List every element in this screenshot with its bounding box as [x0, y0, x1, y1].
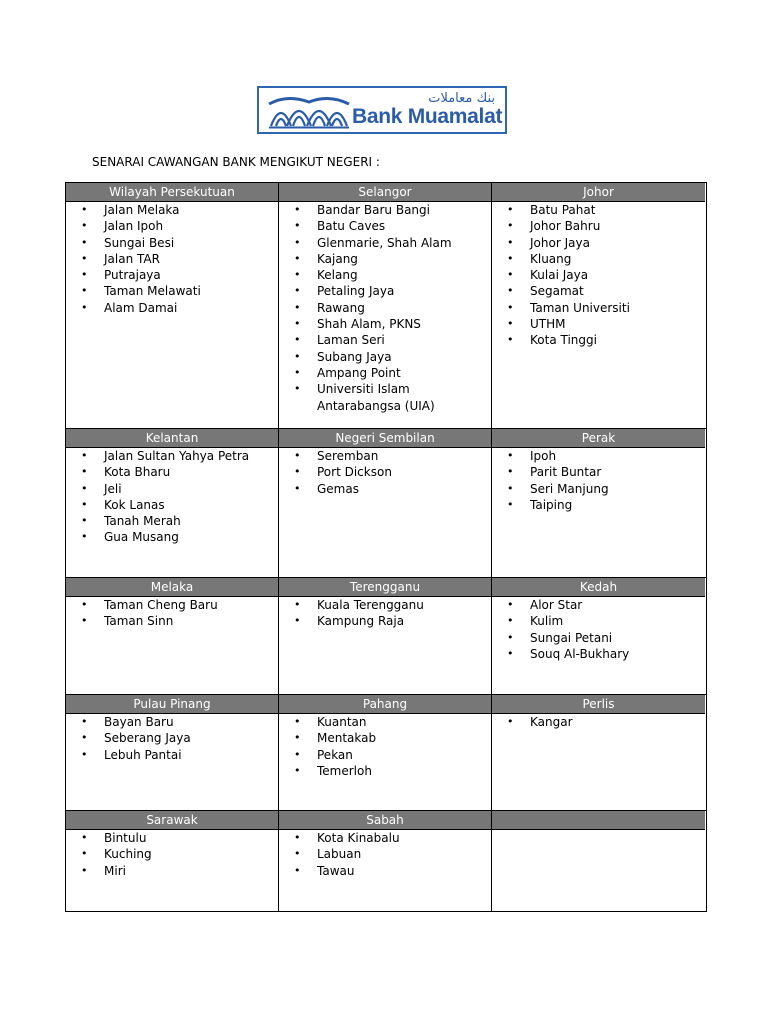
state-cell [66, 183, 278, 429]
logo-brand-word1: Bank [352, 105, 403, 128]
state-header: Johor [492, 183, 705, 202]
branch-item: • Kuantan [291, 714, 491, 730]
branch-item: • Alam Damai [78, 300, 278, 316]
state-header: Melaka [66, 578, 278, 597]
branch-item: • Alor Star [504, 597, 705, 613]
state-cell [66, 578, 278, 695]
logo-brand-word2: Muamalat [407, 105, 503, 128]
branch-item: • Bintulu [78, 830, 278, 846]
branch-item: • Tawau [291, 863, 491, 879]
branch-list [66, 448, 278, 546]
state-header: Selangor [279, 183, 491, 202]
branch-list [492, 597, 705, 662]
state-header: Kelantan [66, 429, 278, 448]
branch-item: • Universiti Islam Antarabangsa (UIA) [291, 381, 467, 414]
branch-item: • Laman Seri [291, 332, 491, 348]
branch-item: • Labuan [291, 846, 491, 862]
branch-list [66, 597, 278, 630]
branch-item: • UTHM [504, 316, 705, 332]
branch-item: • Batu Pahat [504, 202, 705, 218]
branch-list [279, 830, 491, 879]
state-header: Sabah [279, 811, 491, 830]
branch-list [66, 830, 278, 879]
branch-item: • Kota Tinggi [504, 332, 705, 348]
branch-item: • Glenmarie, Shah Alam [291, 235, 491, 251]
state-cell [492, 695, 705, 811]
branch-item: • Ampang Point [291, 365, 491, 381]
branch-item: • Subang Jaya [291, 349, 491, 365]
branch-item: • Taman Melawati [78, 283, 278, 299]
branch-list [279, 714, 491, 779]
branch-item: • Segamat [504, 283, 705, 299]
branch-item: • Souq Al-Bukhary [504, 646, 705, 662]
state-header: Terengganu [279, 578, 491, 597]
branch-item: • Mentakab [291, 730, 491, 746]
branch-item: • Rawang [291, 300, 491, 316]
state-cell [279, 183, 491, 429]
state-header: Pahang [279, 695, 491, 714]
mosque-arches-icon [267, 92, 351, 130]
branch-item: • Bayan Baru [78, 714, 278, 730]
branch-item: • Kelang [291, 267, 491, 283]
branch-item: • Temerloh [291, 763, 491, 779]
branch-list [66, 714, 278, 763]
branch-item: • Port Dickson [291, 464, 491, 480]
branch-item: • Kajang [291, 251, 491, 267]
branch-list [279, 202, 491, 414]
branch-item: • Miri [78, 863, 278, 879]
logo-brand-text [352, 105, 502, 129]
branch-item: • Jeli [78, 481, 278, 497]
branch-item: • Kuala Terengganu [291, 597, 491, 613]
state-cell [279, 811, 491, 911]
branch-item: • Jalan Ipoh [78, 218, 278, 234]
state-cell [66, 429, 278, 578]
state-cell [66, 811, 278, 911]
state-cell [492, 183, 705, 429]
branch-list [492, 448, 705, 513]
branch-table [65, 182, 707, 912]
branch-item: • Kulai Jaya [504, 267, 705, 283]
branch-item: • Parit Buntar [504, 464, 705, 480]
branch-item: • Taman Sinn [78, 613, 278, 629]
branch-item: • Kuching [78, 846, 278, 862]
state-header: Sarawak [66, 811, 278, 830]
branch-item: • Bandar Baru Bangi [291, 202, 491, 218]
branch-item: • Putrajaya [78, 267, 278, 283]
state-cell [279, 578, 491, 695]
bank-muamalat-logo [257, 86, 507, 134]
branch-item: • Lebuh Pantai [78, 747, 278, 763]
state-cell [492, 811, 705, 911]
branch-list [492, 202, 705, 349]
state-header: Wilayah Persekutuan [66, 183, 278, 202]
branch-list [66, 202, 278, 316]
state-cell [279, 429, 491, 578]
branch-item: • Tanah Merah [78, 513, 278, 529]
branch-item: • Jalan Melaka [78, 202, 278, 218]
state-cell [492, 578, 705, 695]
branch-item: • Jalan TAR [78, 251, 278, 267]
state-header: Kedah [492, 578, 705, 597]
branch-item: • Seberang Jaya [78, 730, 278, 746]
branch-item: • Johor Jaya [504, 235, 705, 251]
branch-item: • Johor Bahru [504, 218, 705, 234]
state-header: Perak [492, 429, 705, 448]
state-cell [492, 429, 705, 578]
branch-item: • Sungai Petani [504, 630, 705, 646]
branch-item: • Batu Caves [291, 218, 491, 234]
state-header [492, 811, 705, 830]
branch-item: • Seri Manjung [504, 481, 705, 497]
branch-item: • Gua Musang [78, 529, 278, 545]
page-heading: SENARAI CAWANGAN BANK MENGIKUT NEGERI : [92, 155, 380, 169]
state-cell [279, 695, 491, 811]
branch-item: • Ipoh [504, 448, 705, 464]
branch-item: • Taiping [504, 497, 705, 513]
branch-item: • Kok Lanas [78, 497, 278, 513]
state-header: Perlis [492, 695, 705, 714]
state-header: Pulau Pinang [66, 695, 278, 714]
branch-item: • Sungai Besi [78, 235, 278, 251]
branch-item: • Pekan [291, 747, 491, 763]
branch-item: • Kota Bharu [78, 464, 278, 480]
branch-list [279, 448, 491, 497]
branch-item: • Taman Universiti [504, 300, 705, 316]
branch-item: • Seremban [291, 448, 491, 464]
state-cell [66, 695, 278, 811]
branch-item: • Kampung Raja [291, 613, 491, 629]
branch-item: • Jalan Sultan Yahya Petra [78, 448, 278, 464]
branch-item: • Shah Alam, PKNS [291, 316, 491, 332]
logo-arabic-text: بنك معاملات [428, 91, 495, 106]
branch-item: • Taman Cheng Baru [78, 597, 278, 613]
branch-item: • Kluang [504, 251, 705, 267]
branch-item: • Kota Kinabalu [291, 830, 491, 846]
branch-item: • Petaling Jaya [291, 283, 491, 299]
branch-item: • Gemas [291, 481, 491, 497]
branch-list [279, 597, 491, 630]
branch-list [492, 714, 705, 730]
state-header: Negeri Sembilan [279, 429, 491, 448]
branch-item: • Kangar [504, 714, 705, 730]
branch-item: • Kulim [504, 613, 705, 629]
